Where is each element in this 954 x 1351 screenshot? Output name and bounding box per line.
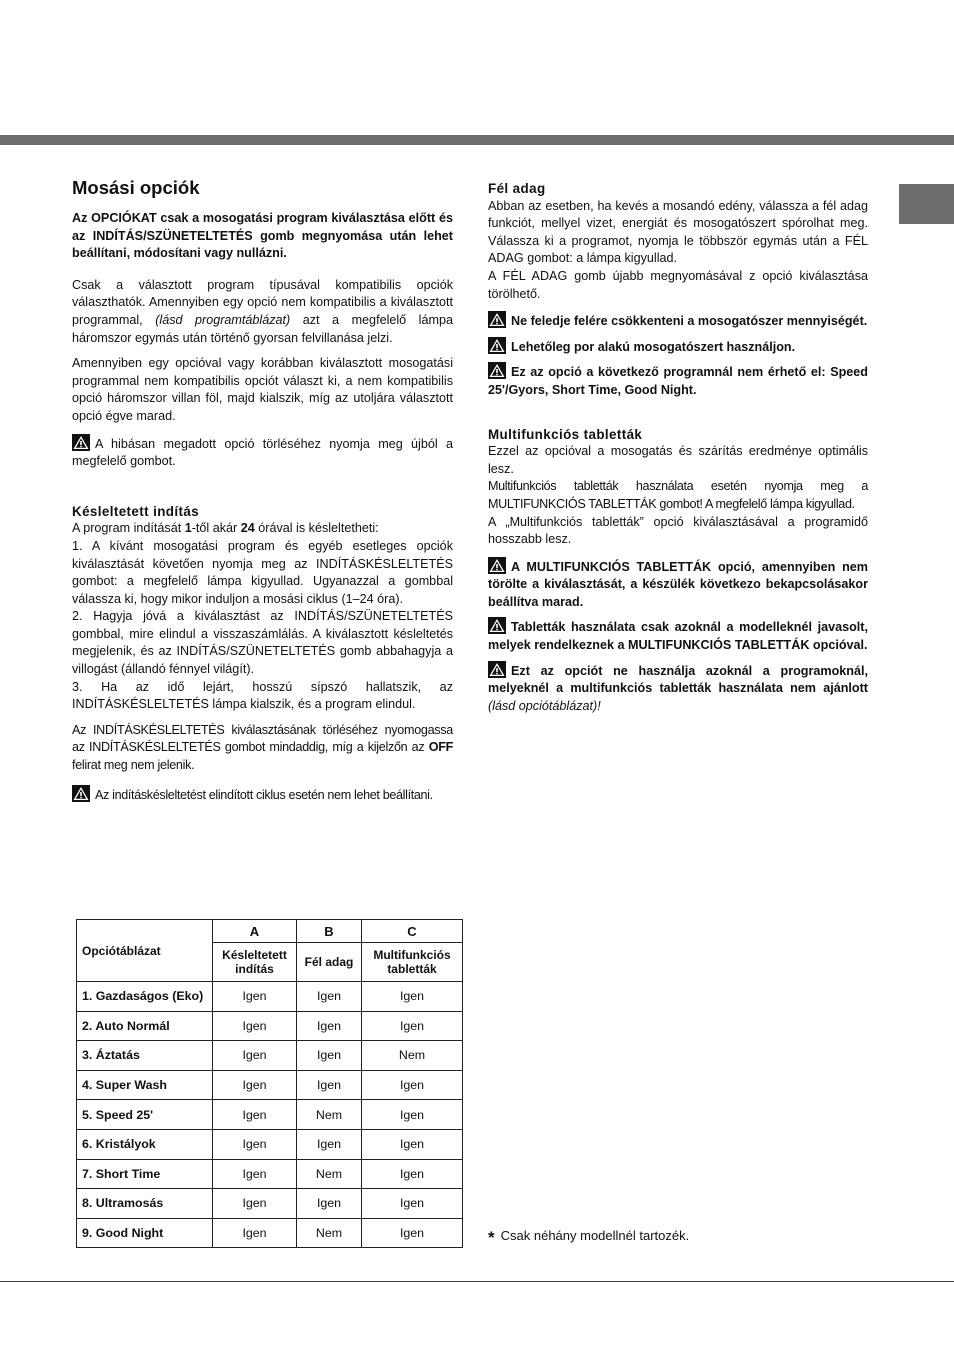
option-availability: Igen <box>213 1011 297 1041</box>
multi-tablets-heading: Multifunkciós tabletták <box>488 426 643 442</box>
half-load-warning-1: Ne feledje felére csökkenteni a mosogatószer mennyiségét. <box>488 311 868 331</box>
column-header: Multifunkciós tabletták <box>362 943 463 982</box>
program-name: 7. Short Time <box>77 1159 213 1189</box>
table-row <box>77 982 463 1012</box>
option-availability: Nem <box>362 1041 463 1071</box>
warning-triangle-icon <box>488 311 506 328</box>
warning-triangle-icon <box>488 617 506 634</box>
multi-tablets-warning-2: Tabletták használata csak azoknál a modelleknél javasolt, melyek rendelkeznek a MULTIFUNKCIÓS TABLETTÁK opcióval. <box>488 617 868 654</box>
compat-paragraph: Csak a választott program típusával kompatibilis opciók választhatók. Amennyiben egy opció nem kompatibilis a kiválasztott programmal, (lásd programtáblázat) azt a megfelelő lámpa háromszor egymás után történő gyorsan felvillanása jelzi. <box>72 277 453 345</box>
option-availability: Igen <box>213 1070 297 1100</box>
option-availability: Igen <box>213 1189 297 1219</box>
program-name: 6. Kristályok <box>77 1129 213 1159</box>
table-row <box>77 1129 463 1159</box>
option-availability: Igen <box>213 1041 297 1071</box>
header-bar <box>0 135 954 145</box>
column-letter: A <box>213 920 297 943</box>
table-row <box>77 1041 463 1071</box>
delayed-start-intro: A program indítását 1-től akár 24 órával is késleltetheti: <box>72 521 379 536</box>
right-column <box>488 180 868 715</box>
multi-tablets-warning-1: A MULTIFUNKCIÓS TABLETTÁK opció, amennyiben nem törölte a kiválasztását, a készülék következo bekapcsolásakor beállítva marad. <box>488 557 868 612</box>
table-body <box>77 982 463 1248</box>
half-load-paragraph-2: A FÉL ADAG gomb újabb megnyomásával z opció kiválasztása törölhető. <box>488 268 868 301</box>
option-availability: Nem <box>297 1218 362 1248</box>
footnote-text: Csak néhány modellnél tartozék. <box>500 1228 690 1243</box>
half-load-warning-2: Lehetőleg por alakú mosogatószert használjon. <box>488 337 868 357</box>
footnote-star: * <box>488 1228 495 1247</box>
page-title: Mosási opciók <box>72 177 200 198</box>
option-availability: Igen <box>213 1129 297 1159</box>
multi-tablets-paragraph-1: Ezzel az opcióval a mosogatás és szárítás eredménye optimális lesz. <box>488 444 868 476</box>
option-availability: Igen <box>362 1189 463 1219</box>
column-header: Késleltetett indítás <box>213 943 297 982</box>
multi-tablets-warning-3: Ezt az opciót ne használja azoknál a programoknál, melyeknél a multifunkciós tabletták használata nem ajánlott (lásd opciótáblázat)! <box>488 661 868 716</box>
delayed-step-2: 2. Hagyja jóvá a kiválasztást az INDÍTÁS/SZÜNETELTETÉS gombbal, mire elindul a visszaszámlálás. A kiválasztott késleltetés megjelenik, és az INDÍTÁS/SZÜNETELTETÉS gomb abbahagyja a villogást (állandó fénnyel világít). <box>72 609 453 677</box>
footer-line <box>0 1281 954 1282</box>
options-table <box>76 919 463 1248</box>
option-availability: Igen <box>297 1129 362 1159</box>
table-row <box>77 1218 463 1248</box>
option-availability: Igen <box>213 1218 297 1248</box>
half-load-heading: Fél adag <box>488 181 546 196</box>
option-availability: Igen <box>362 1159 463 1189</box>
program-name: 8. Ultramosás <box>77 1189 213 1219</box>
option-availability: Igen <box>297 1011 362 1041</box>
option-availability: Igen <box>362 1218 463 1248</box>
program-name: 3. Áztatás <box>77 1041 213 1071</box>
intro-text: Az OPCIÓKAT csak a mosogatási program kiválasztása előtt és az INDÍTÁS/SZÜNETELTETÉS gomb megnyomása után lehet beállítani, módosítani vagy nullázni. <box>72 211 453 261</box>
half-load-paragraph-1: Abban az esetben, ha kevés a mosandó edény, válassza a fél adag funkciót, mellyel vizet, energiát és mosogatószert spórolhat meg. Válassza ki a programot, nyomja le többször egymás után a FÉL ADAG gombot: a lámpa kigyullad. <box>488 198 868 266</box>
multi-tablets-paragraph-2: Multifunkciós tabletták használata esetén nyomja meg a MULTIFUNKCIÓS TABLETTÁK gombot! A megfelelő lámpa kigyullad. <box>488 479 868 511</box>
warning-triangle-icon <box>488 557 506 574</box>
warning-triangle-icon <box>72 785 90 802</box>
program-name: 1. Gazdaságos (Eko) <box>77 982 213 1012</box>
option-availability: Igen <box>297 1070 362 1100</box>
option-availability: Igen <box>297 982 362 1012</box>
option-availability: Igen <box>362 1070 463 1100</box>
multi-tablets-paragraph-3: A „Multifunkciós tabletták” opció kiválasztásával a programidő hosszabb lesz. <box>488 514 868 547</box>
warning-triangle-icon <box>488 661 506 678</box>
option-availability: Igen <box>362 1129 463 1159</box>
option-availability: Igen <box>362 982 463 1012</box>
option-availability: Igen <box>213 1100 297 1130</box>
half-load-warning-3: Ez az opció a következő programnál nem érhető el: Speed 25'/Gyors, Short Time, Good Night. <box>488 362 868 399</box>
option-availability: Igen <box>297 1189 362 1219</box>
table-row <box>77 1159 463 1189</box>
option-availability: Igen <box>297 1041 362 1071</box>
column-letter: B <box>297 920 362 943</box>
delayed-step-3: 3. Ha az idő lejárt, hosszú sípszó hallatszik, az INDÍTÁSKÉSLELTETÉS lámpa kialszik, és a program elindul. <box>72 679 453 712</box>
table-corner-label: Opciótáblázat <box>77 920 213 982</box>
option-availability: Igen <box>362 1100 463 1130</box>
option-availability: Igen <box>213 1159 297 1189</box>
table-row <box>77 1011 463 1041</box>
program-name: 4. Super Wash <box>77 1070 213 1100</box>
column-letter: C <box>362 920 463 943</box>
option-availability: Nem <box>297 1100 362 1130</box>
delayed-cancel: Az INDÍTÁSKÉSLELTETÉS kiválasztásának törléséhez nyomogassa az INDÍTÁSKÉSLELTETÉS gombot mindaddig, míg a kijelzőn az OFF felirat meg nem jelenik. <box>72 722 453 773</box>
delayed-warning: Az indításkésleltetést elindított ciklus esetén nem lehet beállítani. <box>72 785 453 805</box>
delayed-step-1: 1. A kívánt mosogatási program és egyéb esetleges opciók kiválasztását követően nyomja meg az INDÍTÁSKÉSLELTETÉS gombot: a megfelelő lámpa kigyullad. Ugyanazzal a gombbal válassza ki, hogy mikor induljon a mosási ciklus (1–24 óra). <box>72 538 453 606</box>
program-name: 5. Speed 25' <box>77 1100 213 1130</box>
incompat-paragraph: Amennyiben egy opcióval vagy korábban kiválasztott mosogatási programmal nem kompatibilis opciót választ ki, a nem kompatibilis opció háromszor villan föl, majd kialszik, míg az utoljára választott opció égve marad. <box>72 356 453 423</box>
warning-triangle-icon <box>72 434 90 451</box>
program-name: 9. Good Night <box>77 1218 213 1248</box>
option-availability: Igen <box>362 1011 463 1041</box>
column-header: Fél adag <box>297 943 362 982</box>
table-row <box>77 1070 463 1100</box>
table-row <box>77 1189 463 1219</box>
language-tab <box>899 184 954 224</box>
table-row <box>77 1100 463 1130</box>
option-availability: Nem <box>297 1159 362 1189</box>
warning-note: A hibásan megadott opció törléséhez nyomja meg újból a megfelelő gombot. <box>72 434 453 471</box>
warning-triangle-icon <box>488 362 506 379</box>
left-column <box>72 176 453 804</box>
warning-triangle-icon <box>488 337 506 354</box>
footnote <box>488 1228 689 1248</box>
program-name: 2. Auto Normál <box>77 1011 213 1041</box>
delayed-start-heading: Késleltetett indítás <box>72 503 200 519</box>
option-availability: Igen <box>213 982 297 1012</box>
